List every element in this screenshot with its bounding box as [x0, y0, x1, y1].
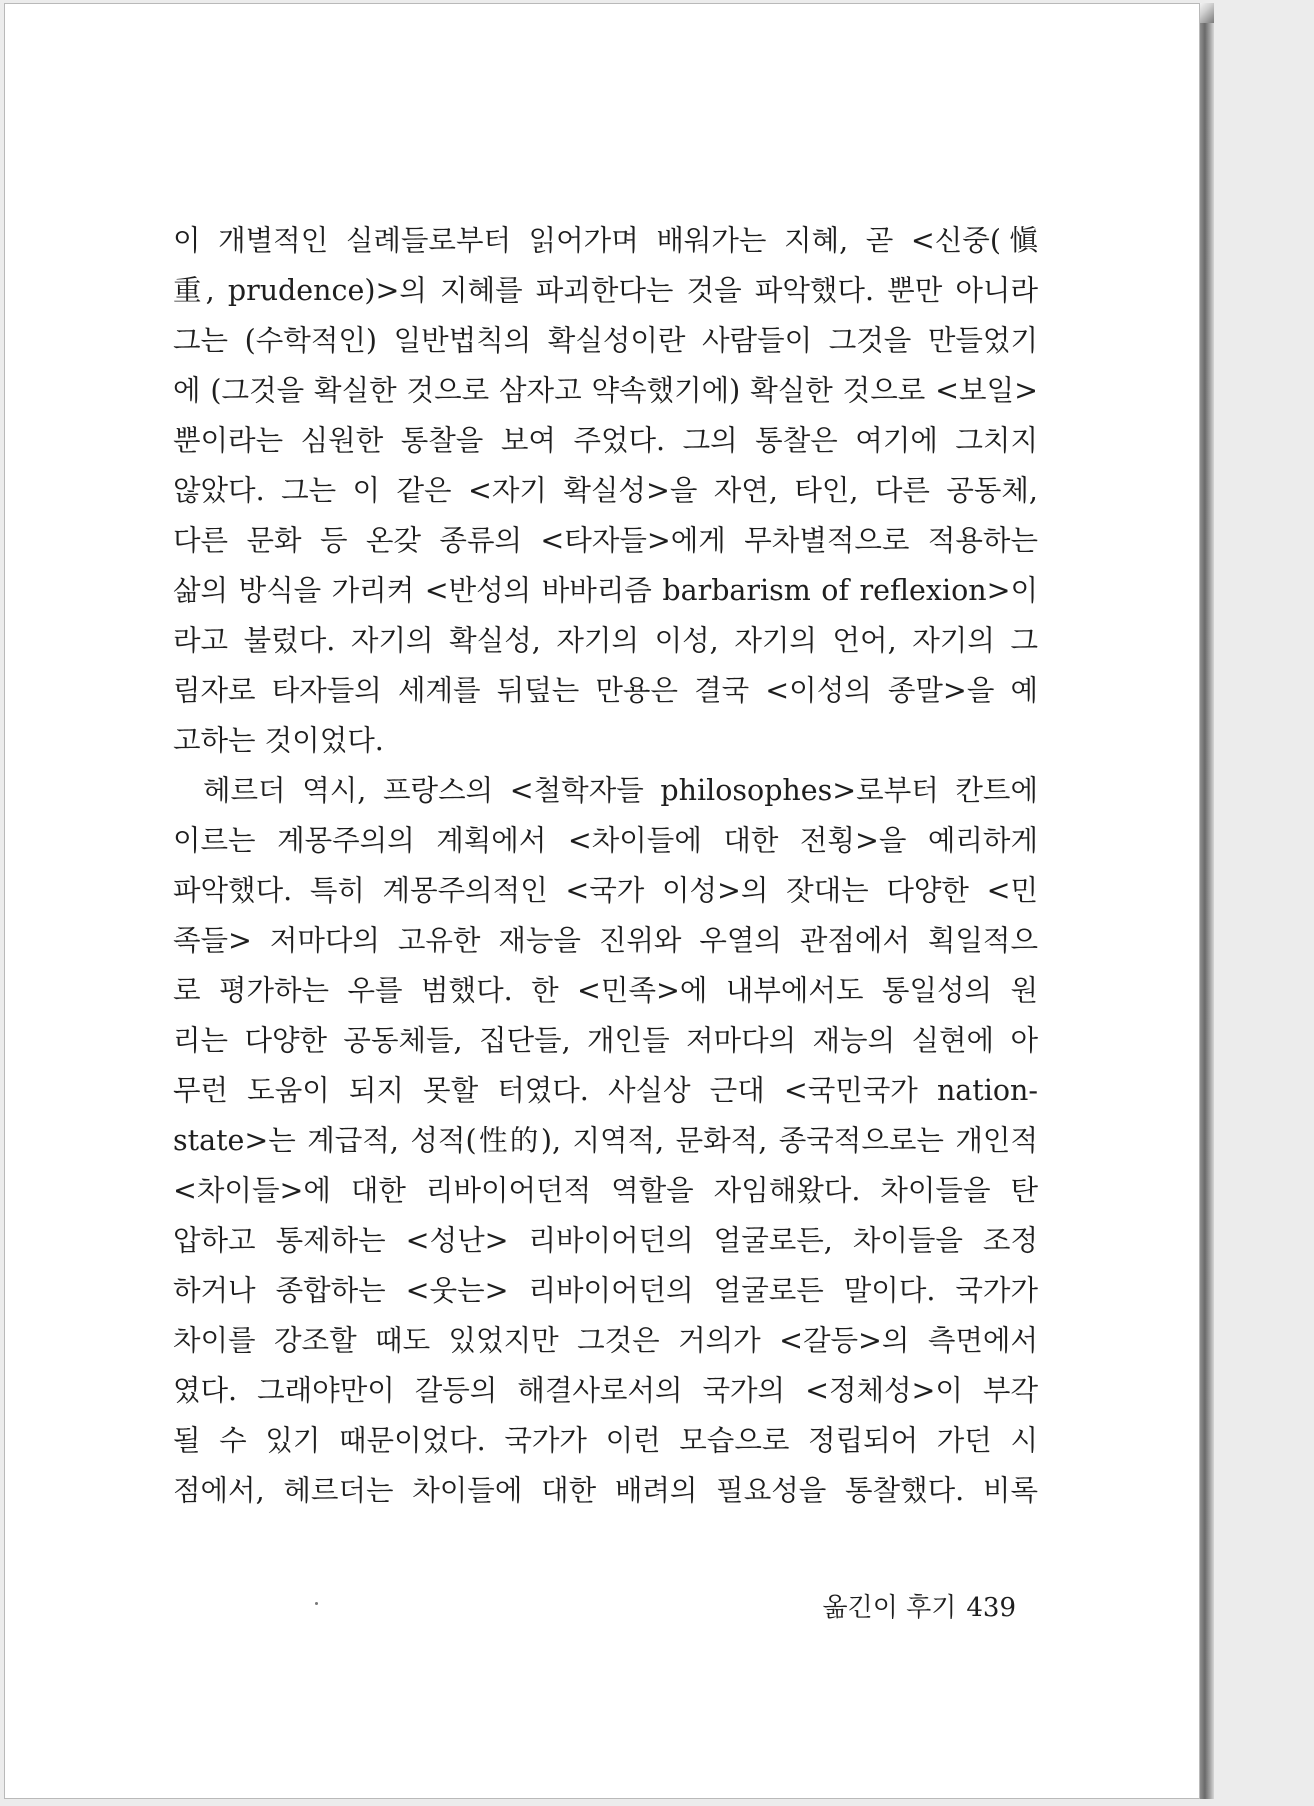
text-line: 고하는 것이었다. — [173, 724, 384, 757]
text-line: 족들> 저마다의 고유한 재능을 진위와 우열의 관점에서 획일적으 — [173, 924, 1038, 957]
text-line: 이르는 계몽주의의 계획에서 <차이들에 대한 전횡>을 예리하게 — [173, 824, 1038, 857]
text-line: 이 개별적인 실례들로부터 읽어가며 배워가는 지혜, 곧 <신중(愼 — [173, 224, 1038, 257]
page-number: 439 — [966, 1593, 1016, 1623]
text-line: 뿐이라는 심원한 통찰을 보여 주었다. 그의 통찰은 여기에 그치지 — [173, 424, 1038, 457]
text-line: state>는 계급적, 성적(性的), 지역적, 문화적, 종국적으로는 개인적 — [173, 1124, 1038, 1157]
text-line: 무런 도움이 되지 못할 터였다. 사실상 근대 <국민국가 nation- — [173, 1074, 1038, 1107]
body-text — [173, 216, 1038, 1516]
text-line: 파악했다. 특히 계몽주의적인 <국가 이성>의 잣대는 다양한 <민 — [173, 874, 1038, 907]
page-edge-shadow — [1200, 3, 1214, 1799]
text-line: <차이들>에 대한 리바이어던적 역할을 자임해왔다. 차이들을 탄 — [173, 1174, 1038, 1207]
text-line: 로 평가하는 우를 범했다. 한 <민족>에 내부에서도 통일성의 원 — [173, 974, 1038, 1007]
text-line: 압하고 통제하는 <성난> 리바이어던의 얼굴로든, 차이들을 조정 — [173, 1224, 1038, 1257]
text-line: 라고 불렀다. 자기의 확실성, 자기의 이성, 자기의 언어, 자기의 그 — [173, 624, 1038, 657]
text-line: 차이를 강조할 때도 있었지만 그것은 거의가 <갈등>의 측면에서 — [173, 1324, 1038, 1357]
text-line: 리는 다양한 공동체들, 집단들, 개인들 저마다의 재능의 실현에 아 — [173, 1024, 1038, 1057]
scan-speck — [315, 1602, 318, 1605]
text-line: 삶의 방식을 가리켜 <반성의 바바리즘 barbarism of reflexion>이 — [173, 574, 1038, 607]
text-line: 점에서, 헤르더는 차이들에 대한 배려의 필요성을 통찰했다. 비록 — [173, 1474, 1038, 1507]
text-line: 다른 문화 등 온갖 종류의 <타자들>에게 무차별적으로 적용하는 — [173, 524, 1038, 557]
running-title: 옮긴이 후기 — [822, 1593, 957, 1623]
text-line: 될 수 있기 때문이었다. 국가가 이런 모습으로 정립되어 가던 시 — [173, 1424, 1038, 1457]
text-line: 였다. 그래야만이 갈등의 해결사로서의 국가의 <정체성>이 부각 — [173, 1374, 1038, 1407]
text-line: 하거나 종합하는 <웃는> 리바이어던의 얼굴로든 말이다. 국가가 — [173, 1274, 1038, 1307]
text-line: 重, prudence)>의 지혜를 파괴한다는 것을 파악했다. 뿐만 아니라 — [173, 274, 1038, 307]
text-line: 림자로 타자들의 세계를 뒤덮는 만용은 결국 <이성의 종말>을 예 — [173, 674, 1038, 707]
text-line: 않았다. 그는 이 같은 <자기 확실성>을 자연, 타인, 다른 공동체, — [173, 474, 1038, 507]
text-line: 그는 (수학적인) 일반법칙의 확실성이란 사람들이 그것을 만들었기 — [173, 324, 1038, 357]
text-line: 에 (그것을 확실한 것으로 삼자고 약속했기에) 확실한 것으로 <보일> — [173, 374, 1038, 407]
paragraph-1 — [173, 216, 1038, 766]
page-footer — [820, 1587, 1016, 1624]
paragraph-2 — [173, 766, 1038, 1516]
text-line: 헤르더 역시, 프랑스의 <철학자들 philosophes>로부터 칸트에 — [203, 774, 1038, 807]
